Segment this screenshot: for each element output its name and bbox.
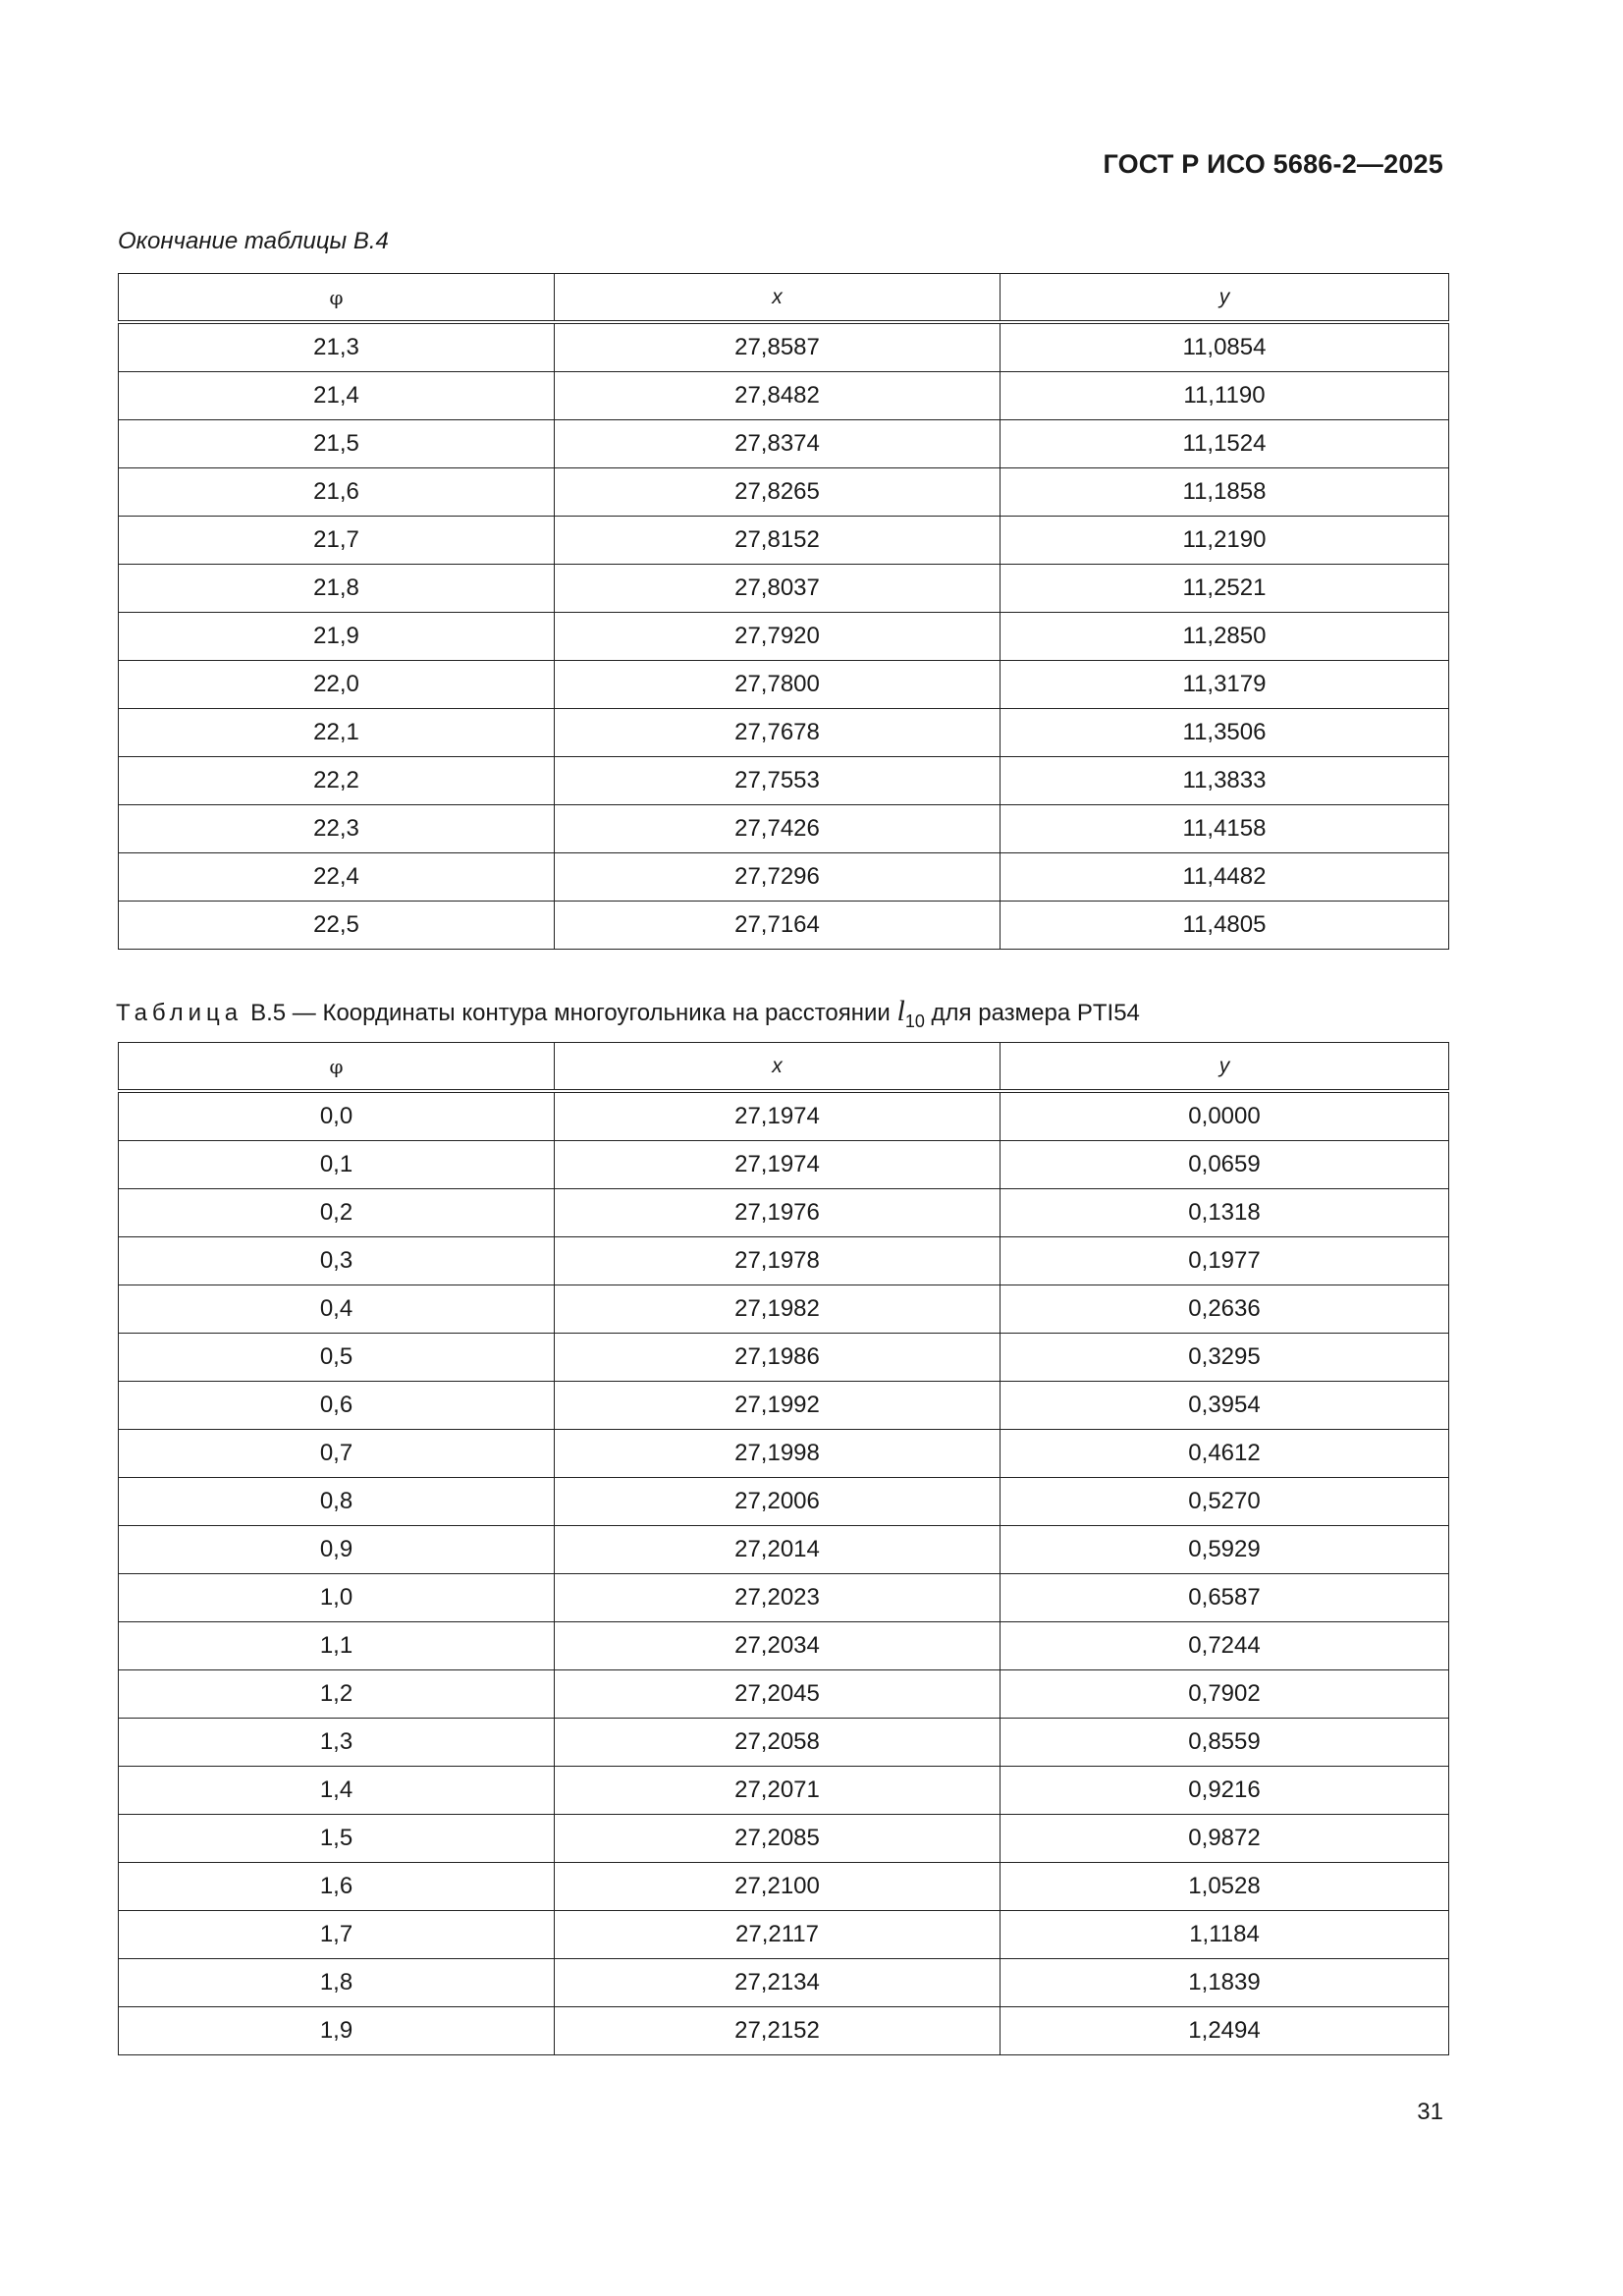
cell-y: 0,9872 xyxy=(1001,1815,1449,1863)
cell-y: 0,3295 xyxy=(1001,1334,1449,1382)
cell-y: 0,0659 xyxy=(1001,1141,1449,1189)
table-row xyxy=(119,613,1449,661)
table-row xyxy=(119,1911,1449,1959)
cell-y: 11,2850 xyxy=(1001,613,1449,661)
cell-x: 27,1992 xyxy=(555,1382,1001,1430)
cell-phi: 22,1 xyxy=(119,709,555,757)
cell-phi: 21,7 xyxy=(119,517,555,565)
table-row xyxy=(119,1815,1449,1863)
column-header-y: y xyxy=(1001,274,1449,323)
cell-phi: 0,4 xyxy=(119,1285,555,1334)
cell-y: 1,1839 xyxy=(1001,1959,1449,2007)
cell-y: 0,1318 xyxy=(1001,1189,1449,1237)
cell-phi: 0,2 xyxy=(119,1189,555,1237)
cell-x: 27,2134 xyxy=(555,1959,1001,2007)
cell-phi: 21,4 xyxy=(119,372,555,420)
cell-phi: 21,8 xyxy=(119,565,555,613)
cell-phi: 1,0 xyxy=(119,1574,555,1622)
cell-x: 27,1982 xyxy=(555,1285,1001,1334)
cell-y: 0,4612 xyxy=(1001,1430,1449,1478)
table-b5 xyxy=(118,1042,1449,2055)
cell-y: 11,3506 xyxy=(1001,709,1449,757)
cell-y: 1,0528 xyxy=(1001,1863,1449,1911)
cell-y: 11,1858 xyxy=(1001,468,1449,517)
cell-x: 27,2085 xyxy=(555,1815,1001,1863)
cell-phi: 0,9 xyxy=(119,1526,555,1574)
cell-x: 27,1974 xyxy=(555,1141,1001,1189)
cell-y: 0,6587 xyxy=(1001,1574,1449,1622)
cell-phi: 22,5 xyxy=(119,902,555,950)
table-row xyxy=(119,2007,1449,2055)
cell-y: 11,0854 xyxy=(1001,322,1449,372)
column-header-y: y xyxy=(1001,1043,1449,1092)
cell-phi: 1,2 xyxy=(119,1670,555,1719)
table-row xyxy=(119,565,1449,613)
table-row xyxy=(119,1863,1449,1911)
cell-phi: 1,5 xyxy=(119,1815,555,1863)
table-header-row xyxy=(119,1043,1449,1092)
cell-x: 27,1986 xyxy=(555,1334,1001,1382)
column-header-phi: φ xyxy=(119,274,555,323)
cell-phi: 0,1 xyxy=(119,1141,555,1189)
cell-x: 27,2006 xyxy=(555,1478,1001,1526)
cell-x: 27,2023 xyxy=(555,1574,1001,1622)
cell-y: 0,9216 xyxy=(1001,1767,1449,1815)
table-row xyxy=(119,1285,1449,1334)
cell-x: 27,1998 xyxy=(555,1430,1001,1478)
cell-phi: 21,9 xyxy=(119,613,555,661)
cell-phi: 22,3 xyxy=(119,805,555,853)
cell-x: 27,2071 xyxy=(555,1767,1001,1815)
cell-x: 27,1976 xyxy=(555,1189,1001,1237)
cell-x: 27,8587 xyxy=(555,322,1001,372)
cell-x: 27,7920 xyxy=(555,613,1001,661)
cell-x: 27,2100 xyxy=(555,1863,1001,1911)
table-header-row xyxy=(119,274,1449,323)
cell-y: 0,2636 xyxy=(1001,1285,1449,1334)
cell-x: 27,8265 xyxy=(555,468,1001,517)
cell-phi: 1,1 xyxy=(119,1622,555,1670)
table-row xyxy=(119,1574,1449,1622)
table-row xyxy=(119,757,1449,805)
cell-phi: 0,5 xyxy=(119,1334,555,1382)
cell-x: 27,8037 xyxy=(555,565,1001,613)
table-row xyxy=(119,1189,1449,1237)
cell-y: 0,1977 xyxy=(1001,1237,1449,1285)
cell-x: 27,8482 xyxy=(555,372,1001,420)
cell-y: 11,2190 xyxy=(1001,517,1449,565)
page-number: 31 xyxy=(1417,2099,1443,2125)
cell-y: 11,4805 xyxy=(1001,902,1449,950)
cell-y: 11,4482 xyxy=(1001,853,1449,902)
cell-x: 27,1974 xyxy=(555,1091,1001,1141)
cell-y: 1,1184 xyxy=(1001,1911,1449,1959)
cell-x: 27,2034 xyxy=(555,1622,1001,1670)
cell-phi: 1,6 xyxy=(119,1863,555,1911)
cell-x: 27,8374 xyxy=(555,420,1001,468)
cell-phi: 1,7 xyxy=(119,1911,555,1959)
cell-x: 27,7164 xyxy=(555,902,1001,950)
cell-y: 1,2494 xyxy=(1001,2007,1449,2055)
cell-x: 27,7553 xyxy=(555,757,1001,805)
cell-phi: 0,0 xyxy=(119,1091,555,1141)
cell-y: 0,5929 xyxy=(1001,1526,1449,1574)
cell-x: 27,2117 xyxy=(555,1911,1001,1959)
cell-y: 0,0000 xyxy=(1001,1091,1449,1141)
table-row xyxy=(119,1767,1449,1815)
table-row xyxy=(119,661,1449,709)
cell-x: 27,1978 xyxy=(555,1237,1001,1285)
cell-x: 27,2152 xyxy=(555,2007,1001,2055)
cell-phi: 1,4 xyxy=(119,1767,555,1815)
table-row xyxy=(119,1237,1449,1285)
cell-x: 27,2058 xyxy=(555,1719,1001,1767)
table-row xyxy=(119,1670,1449,1719)
cell-phi: 0,6 xyxy=(119,1382,555,1430)
column-header-x: x xyxy=(555,274,1001,323)
table-b4-end xyxy=(118,273,1449,950)
cell-y: 0,7244 xyxy=(1001,1622,1449,1670)
column-header-x: x xyxy=(555,1043,1001,1092)
cell-x: 27,7678 xyxy=(555,709,1001,757)
table-row xyxy=(119,805,1449,853)
cell-y: 0,8559 xyxy=(1001,1719,1449,1767)
cell-phi: 0,3 xyxy=(119,1237,555,1285)
table-b4-continuation-caption: Окончание таблицы В.4 xyxy=(118,228,389,254)
cell-x: 27,8152 xyxy=(555,517,1001,565)
table-b4-body xyxy=(119,322,1449,950)
table-row xyxy=(119,1382,1449,1430)
cell-y: 11,1190 xyxy=(1001,372,1449,420)
cell-phi: 22,2 xyxy=(119,757,555,805)
table-row xyxy=(119,1430,1449,1478)
table-b5-caption xyxy=(116,995,1140,1031)
table-row xyxy=(119,1334,1449,1382)
cell-phi: 21,6 xyxy=(119,468,555,517)
table-row xyxy=(119,322,1449,372)
cell-phi: 1,8 xyxy=(119,1959,555,2007)
cell-x: 27,2045 xyxy=(555,1670,1001,1719)
table-row xyxy=(119,1091,1449,1141)
table-b5-caption-prefix: Таблица xyxy=(116,1000,243,1026)
cell-phi: 21,3 xyxy=(119,322,555,372)
cell-x: 27,2014 xyxy=(555,1526,1001,1574)
table-row xyxy=(119,1959,1449,2007)
cell-x: 27,7800 xyxy=(555,661,1001,709)
distance-subscript: 10 xyxy=(904,1011,925,1031)
cell-phi: 1,3 xyxy=(119,1719,555,1767)
cell-y: 0,7902 xyxy=(1001,1670,1449,1719)
table-row xyxy=(119,853,1449,902)
table-b5-body xyxy=(119,1091,1449,2055)
table-row xyxy=(119,709,1449,757)
cell-phi: 22,4 xyxy=(119,853,555,902)
cell-phi: 21,5 xyxy=(119,420,555,468)
table-row xyxy=(119,1478,1449,1526)
cell-y: 11,3179 xyxy=(1001,661,1449,709)
cell-phi: 22,0 xyxy=(119,661,555,709)
table-row xyxy=(119,517,1449,565)
table-b5-caption-text: В.5 — Координаты контура многоугольника на расстоянии xyxy=(250,1000,891,1026)
cell-x: 27,7296 xyxy=(555,853,1001,902)
table-row xyxy=(119,420,1449,468)
cell-y: 11,1524 xyxy=(1001,420,1449,468)
cell-y: 0,5270 xyxy=(1001,1478,1449,1526)
cell-phi: 1,9 xyxy=(119,2007,555,2055)
cell-y: 11,3833 xyxy=(1001,757,1449,805)
cell-y: 0,3954 xyxy=(1001,1382,1449,1430)
table-b5-caption-suffix: для размера PTI54 xyxy=(931,1000,1140,1026)
table-row xyxy=(119,1141,1449,1189)
distance-symbol: l xyxy=(896,995,905,1027)
table-row xyxy=(119,902,1449,950)
cell-phi: 0,8 xyxy=(119,1478,555,1526)
table-row xyxy=(119,372,1449,420)
table-row xyxy=(119,468,1449,517)
cell-y: 11,2521 xyxy=(1001,565,1449,613)
table-row xyxy=(119,1526,1449,1574)
table-row xyxy=(119,1622,1449,1670)
table-row xyxy=(119,1719,1449,1767)
cell-y: 11,4158 xyxy=(1001,805,1449,853)
column-header-phi: φ xyxy=(119,1043,555,1092)
cell-phi: 0,7 xyxy=(119,1430,555,1478)
standard-code: ГОСТ Р ИСО 5686-2—2025 xyxy=(1103,149,1443,179)
cell-x: 27,7426 xyxy=(555,805,1001,853)
